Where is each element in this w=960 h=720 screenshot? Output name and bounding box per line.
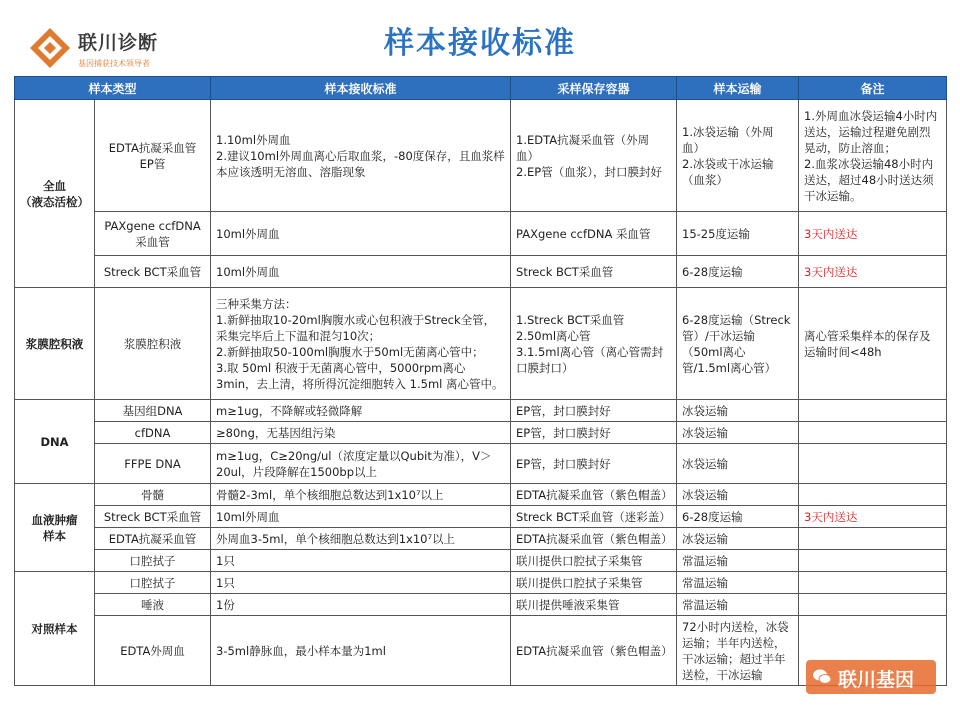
standard-cell: 骨髓2-3ml，单个核细胞总数达到1x10⁷以上 [211, 484, 511, 506]
standard-cell: 10ml外周血 [211, 212, 511, 256]
transport-cell: 常温运输 [677, 594, 799, 616]
watermark-badge [806, 660, 936, 694]
container-cell: Streck BCT采血管（迷彩盖） [511, 506, 677, 528]
watermark-text: 联川基因 [838, 669, 915, 691]
table-row [15, 594, 947, 616]
standard-cell: 10ml外周血 [211, 506, 511, 528]
sample-type-cell: Streck BCT采血管 [95, 506, 211, 528]
container-cell: Streck BCT采血管 [511, 256, 677, 288]
sample-type-cell: 口腔拭子 [95, 550, 211, 572]
note-cell: 1.外周血冰袋运输4小时内送达，运输过程避免剧烈晃动，防止溶血； 2.血浆冰袋运输48小时内送达，超过48小时送达须干冰运输。 [799, 100, 947, 212]
note-cell [799, 400, 947, 422]
sample-type-cell: FFPE DNA [95, 444, 211, 484]
standard-cell: m≥1ug，不降解或轻微降解 [211, 400, 511, 422]
note-cell [799, 484, 947, 506]
header-sample-type: 样本类型 [15, 77, 211, 100]
transport-cell: 6-28度运输 [677, 256, 799, 288]
note-cell: 3天内送达 [799, 212, 947, 256]
header-transport: 样本运输 [677, 77, 799, 100]
transport-cell: 6-28度运输（Streck管）/干冰运输（50ml离心管/1.5ml离心管） [677, 288, 799, 400]
sample-type-cell: PAXgene ccfDNA 采血管 [95, 212, 211, 256]
group-label: 血液肿瘤 样本 [15, 484, 95, 572]
transport-cell: 1.冰袋运输（外周血） 2.冰袋或干冰运输（血浆） [677, 100, 799, 212]
container-cell: EDTA抗凝采血管（紫色帽盖） [511, 616, 677, 686]
table-row [15, 484, 947, 506]
table-row [15, 212, 947, 256]
note-cell [799, 594, 947, 616]
container-cell: EDTA抗凝采血管（紫色帽盖） [511, 484, 677, 506]
note-cell: 离心管采集样本的保存及运输时间<48h [799, 288, 947, 400]
group-label: 对照样本 [15, 572, 95, 686]
note-cell [799, 572, 947, 594]
transport-cell: 冰袋运输 [677, 528, 799, 550]
standard-cell: 10ml外周血 [211, 256, 511, 288]
transport-cell: 15-25度运输 [677, 212, 799, 256]
standard-cell: m≥1ug，C≥20ng/ul（浓度定量以Qubit为准），V＞20ul，片段降解在1500bp以上 [211, 444, 511, 484]
table-header-row [15, 77, 947, 100]
note-cell [799, 444, 947, 484]
container-cell: 联川提供口腔拭子采集管 [511, 550, 677, 572]
container-cell: 1.Streck BCT采血管 2.50ml离心管 3.1.5ml离心管（离心管需封口膜封口） [511, 288, 677, 400]
transport-cell: 6-28度运输 [677, 506, 799, 528]
transport-cell: 常温运输 [677, 572, 799, 594]
table-row [15, 572, 947, 594]
header-standard: 样本接收标准 [211, 77, 511, 100]
transport-cell: 冰袋运输 [677, 400, 799, 422]
table-row [15, 528, 947, 550]
table-row [15, 550, 947, 572]
note-cell [799, 550, 947, 572]
container-cell: 1.EDTA抗凝采血管（外周血） 2.EP管（血浆），封口膜封好 [511, 100, 677, 212]
sample-type-cell: EDTA抗凝采血管 [95, 528, 211, 550]
brand-name: 联川诊断 [78, 32, 159, 54]
sample-type-cell: EDTA外周血 [95, 616, 211, 686]
table-row [15, 422, 947, 444]
standard-cell: 1份 [211, 594, 511, 616]
standard-cell: 三种采集方法： 1.新鲜抽取10-20ml胸腹水或心包积液于Streck全管，采集完毕后上下温和混匀10次； 2.新鲜抽取50-100ml胸腹水于50ml无菌离心管中； 3.取 50ml 积液于无菌离心管中，5000rpm离心 3min，去上清，将所得沉淀细胞转入 1.5ml 离心管中。 [211, 288, 511, 400]
container-cell: EP管，封口膜封好 [511, 400, 677, 422]
header-container: 采样保存容器 [511, 77, 677, 100]
container-cell: 联川提供唾液采集管 [511, 594, 677, 616]
sample-type-cell: 口腔拭子 [95, 572, 211, 594]
note-cell: 3天内送达 [799, 256, 947, 288]
standard-cell: 1只 [211, 550, 511, 572]
table-row [15, 400, 947, 422]
sample-type-cell: 浆膜腔积液 [95, 288, 211, 400]
transport-cell: 常温运输 [677, 550, 799, 572]
group-label: DNA [15, 400, 95, 484]
sample-type-cell: Streck BCT采血管 [95, 256, 211, 288]
standard-cell: 1.10ml外周血 2.建议10ml外周血离心后取血浆，-80度保存，且血浆样本应该透明无溶血、溶脂现象 [211, 100, 511, 212]
container-cell: EP管，封口膜封好 [511, 444, 677, 484]
header-note: 备注 [799, 77, 947, 100]
sample-type-cell: 基因组DNA [95, 400, 211, 422]
sample-standards-table [14, 76, 947, 686]
standard-cell: ≥80ng，无基因组污染 [211, 422, 511, 444]
standard-cell: 1只 [211, 572, 511, 594]
table-row [15, 444, 947, 484]
standard-cell: 外周血3-5ml，单个核细胞总数达到1x10⁷以上 [211, 528, 511, 550]
wechat-icon [812, 667, 832, 687]
note-cell [799, 422, 947, 444]
sample-type-cell: EDTA抗凝采血管 EP管 [95, 100, 211, 212]
transport-cell: 冰袋运输 [677, 444, 799, 484]
page-title: 样本接收标准 [384, 26, 576, 61]
transport-cell: 冰袋运输 [677, 484, 799, 506]
sample-type-cell: cfDNA [95, 422, 211, 444]
sample-type-cell: 骨髓 [95, 484, 211, 506]
container-cell: EDTA抗凝采血管（紫色帽盖） [511, 528, 677, 550]
note-cell [799, 528, 947, 550]
container-cell: PAXgene ccfDNA 采血管 [511, 212, 677, 256]
group-label: 浆膜腔积液 [15, 288, 95, 400]
transport-cell: 72小时内送检，冰袋运输；半年内送检，干冰运输；超过半年送检，干冰运输 [677, 616, 799, 686]
container-cell: EP管，封口膜封好 [511, 422, 677, 444]
transport-cell: 冰袋运输 [677, 422, 799, 444]
sample-type-cell: 唾液 [95, 594, 211, 616]
brand-tagline: 基因捕获技术领导者 [78, 59, 150, 68]
table-row [15, 256, 947, 288]
table-row [15, 288, 947, 400]
container-cell: 联川提供口腔拭子采集管 [511, 572, 677, 594]
standard-cell: 3-5ml静脉血，最小样本量为1ml [211, 616, 511, 686]
table-row [15, 506, 947, 528]
table-row [15, 100, 947, 212]
note-cell: 3天内送达 [799, 506, 947, 528]
group-label: 全血 （液态活检） [15, 100, 95, 288]
